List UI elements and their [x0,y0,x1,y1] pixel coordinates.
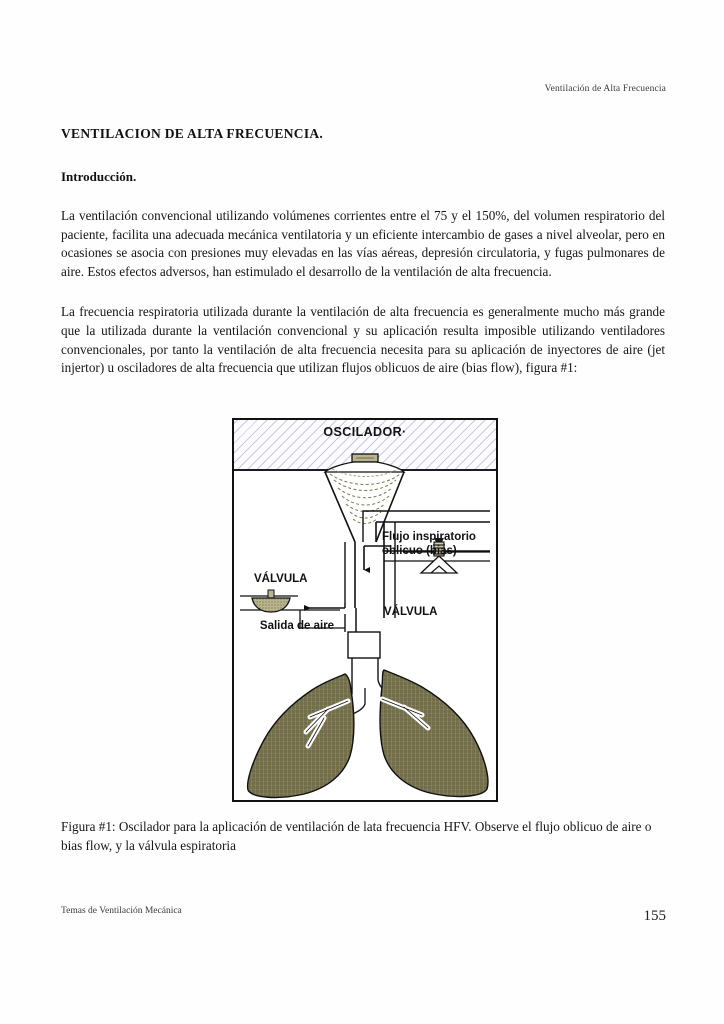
section-heading-introduccion: Introducción. [61,169,137,184]
body-paragraph-1: La ventilación convencional utilizando volúmenes corrientes entre el 75 y el 150%, del volumen respiratorio del paciente, facilita una adecuada mecánica ventilatoria y un eficiente intercambio de gases a nivel alveolar, pero en ocasiones se asocia con presiones muy elevadas en las vías aéreas, depresión circulatoria, y fugas pulmonares de aire. Estos efectos adversos, han estimulado el desarrollo de la ventilación de alta frecuencia. [61,208,665,279]
figure-label-flujo-inspiratorio: Flujo inspiratorio oblicuo (bias) [382,531,476,557]
figure-diagram [232,418,498,802]
figure-caption: Figura #1: Oscilador para la aplicación de ventilación de lata frecuencia HFV. Observe el flujo oblicuo de aire o bias flow, y la válvula espiratoria [61,819,652,853]
body-paragraph-2: La frecuencia respiratoria utilizada durante la ventilación de alta frecuencia es generalmente mucho más grande que la utilizada durante la ventilación convencional y su aplicación resulta imposible utilizando ventiladores convencionales, por tanto la ventilación de alta frecuencia necesita para su aplicación de inyectores de aire (jet injertor) u osciladores de alta frecuencia que utilizan flujos oblicuos de aire (bias flow), figura #1: [61,304,665,376]
footer-book-title: Temas de Ventilación Mecánica [61,906,182,916]
running-head: Ventilación de Alta Frecuencia [544,84,666,94]
page-number: 155 [643,908,666,924]
figure-label-valvula-left: VÁLVULA [254,573,308,585]
document-body [61,126,665,378]
oscillator-label: OSCILADOR· [323,425,407,439]
figure-label-salida-de-aire: Salida de aire [259,620,335,632]
figure-1 [232,418,498,802]
figure-label-valvula-right: VÁLVULA [384,606,438,618]
page-title: VENTILACION DE ALTA FRECUENCIA. [61,126,324,141]
